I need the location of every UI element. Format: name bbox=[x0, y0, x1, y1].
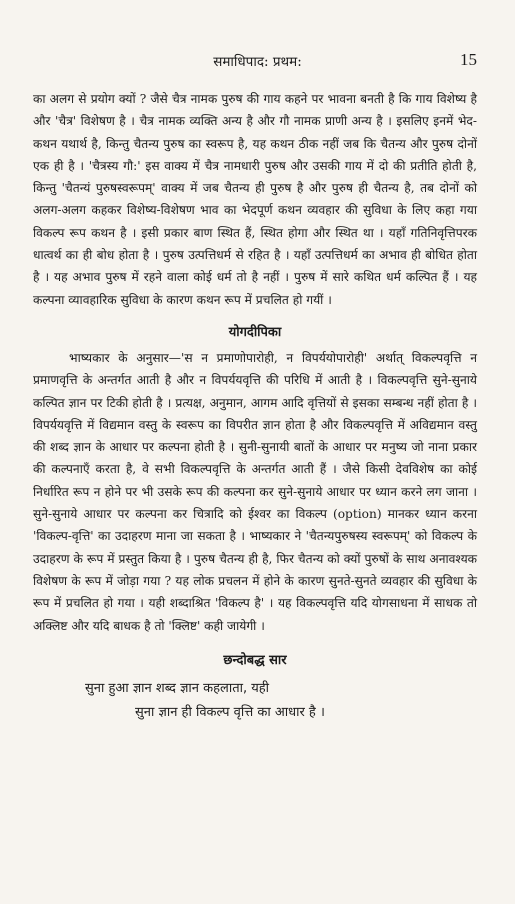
section-heading-yogadipika: योगदीपिका bbox=[228, 324, 282, 340]
chapter-title: समाधिपाद: प्रथम: bbox=[213, 54, 302, 70]
section-heading-summary-verse: छन्दोबद्ध सार bbox=[223, 652, 287, 668]
running-header bbox=[0, 50, 515, 72]
summary-verse bbox=[33, 677, 477, 725]
page-content bbox=[33, 88, 477, 725]
yogadipika-paragraph: भाष्यकार के अनुसार—'स न प्रमाणोपारोही, न विपर्ययोपारोही' अर्थात् विकल्पवृत्ति न प्रमाणवृत्ति के अन्तर्गत आती है और न विपर्ययवृत्ति की परिधि में आती है । विकल्पवृत्ति सुने-सुनाये कल्पित ज्ञान पर टिकी होती है । प्रत्यक्ष, अनुमान, आगम आदि वृत्तियों से इसका सम्बन्ध नहीं होता है । विपर्ययवृत्ति में विद्यमान वस्तु के स्वरूप का विपरीत ज्ञान होता है और विकल्पवृत्ति में अविद्यमान वस्तु की शब्द ज्ञान के आधार पर कल्पना होती है । सुनी-सुनायी बातों के आधार पर मनुष्य जो नाना प्रकार की कल्पनाएँ करता है, वे सभी विकल्पवृत्ति के अन्तर्गत आती हैं । जैसे किसी देवविशेष का कोई निर्धारित रूप न होने पर भी उसके रूप की कल्पना कर सुने-सुनाये आधार पर ध्यान करने लग जाना । सुने-सुनाये आधार पर कल्पना कर चित्रादि को ईश्वर का विकल्प (option) मानकर ध्यान करना 'विकल्प-वृत्ति' का उदाहरण माना जा सकता है । भाष्यकार ने 'चैतन्यपुरुषस्य स्वरूपम्' को विकल्प के उदाहरण के रूप में प्रस्तुत किया है । पुरुष चैतन्य ही है, फिर चैतन्य को क्यों पुरुषों के साथ अनावश्यक विशेषण के रूप में जोड़ा गया ? यह लोक प्रचलन में होने के कारण सुनते-सुनते व्यवहार की सुविधा के रूप में प्रचलित हो गया । यही शब्दाश्रित 'विकल्प है' । यह विकल्पवृत्ति यदि योगसाधना में साधक तो अक्लिष्ट और यदि बाधक है तो 'क्लिष्ट' कही जायेगी । bbox=[33, 350, 477, 633]
verse-line: सुना हुआ ज्ञान शब्द ज्ञान कहलाता, यही bbox=[85, 680, 270, 696]
continued-paragraph: का अलग से प्रयोग क्यों ? जैसे चैत्र नामक पुरुष की गाय कहने पर भावना बनती है कि गाय विशेष्य है और 'चैत्र' विशेषण है । चैत्र नामक व्यक्ति अन्य है और गौ नामक प्राणी अन्य है । इसलिए इनमें भेद-कथन यथार्थ है, किन्तु चैतन्य पुरुष का स्वरूप है, यह कथन ठीक नहीं जब कि चैतन्य और पुरुष दोनों एक ही है । 'चैत्रस्य गौ:' इस वाक्य में चैत्र नामधारी पुरुष और उसकी गाय में दो की प्रतीति होती है, किन्तु 'चैतन्यं पुरुषस्वरूपम्' वाक्य में जब चैतन्य ही पुरुष है और पुरुष ही चैतन्य है, तब दोनों को अलग-अलग कहकर विशेष्य-विशेषण भाव का भेदपूर्ण कथन व्यवहार की सुविधा के लिए कहा गया विकल्प रूप कथन है । इसी प्रकार बाण स्थित हैं, स्थित होगा और स्थित था । यहाँ गतिनिवृत्तिपरक धात्वर्थ का ही बोध होता है । पुरुष उत्पत्तिधर्म से रहित है । यहाँ उत्पत्तिधर्म का अभाव ही बोधित होता है । यह अभाव पुरुष में रहने वाला कोई धर्म तो है नहीं । पुरुष में सारे कथित धर्म कल्पित हैं । यह कल्पना व्यावहारिक सुविधा के कारण कथन रूप में प्रचलित हो गयीं । bbox=[33, 92, 477, 307]
verse-line: सुना ज्ञान ही विकल्प वृत्ति का आधार है । bbox=[135, 704, 325, 720]
page-number: 15 bbox=[460, 50, 477, 69]
